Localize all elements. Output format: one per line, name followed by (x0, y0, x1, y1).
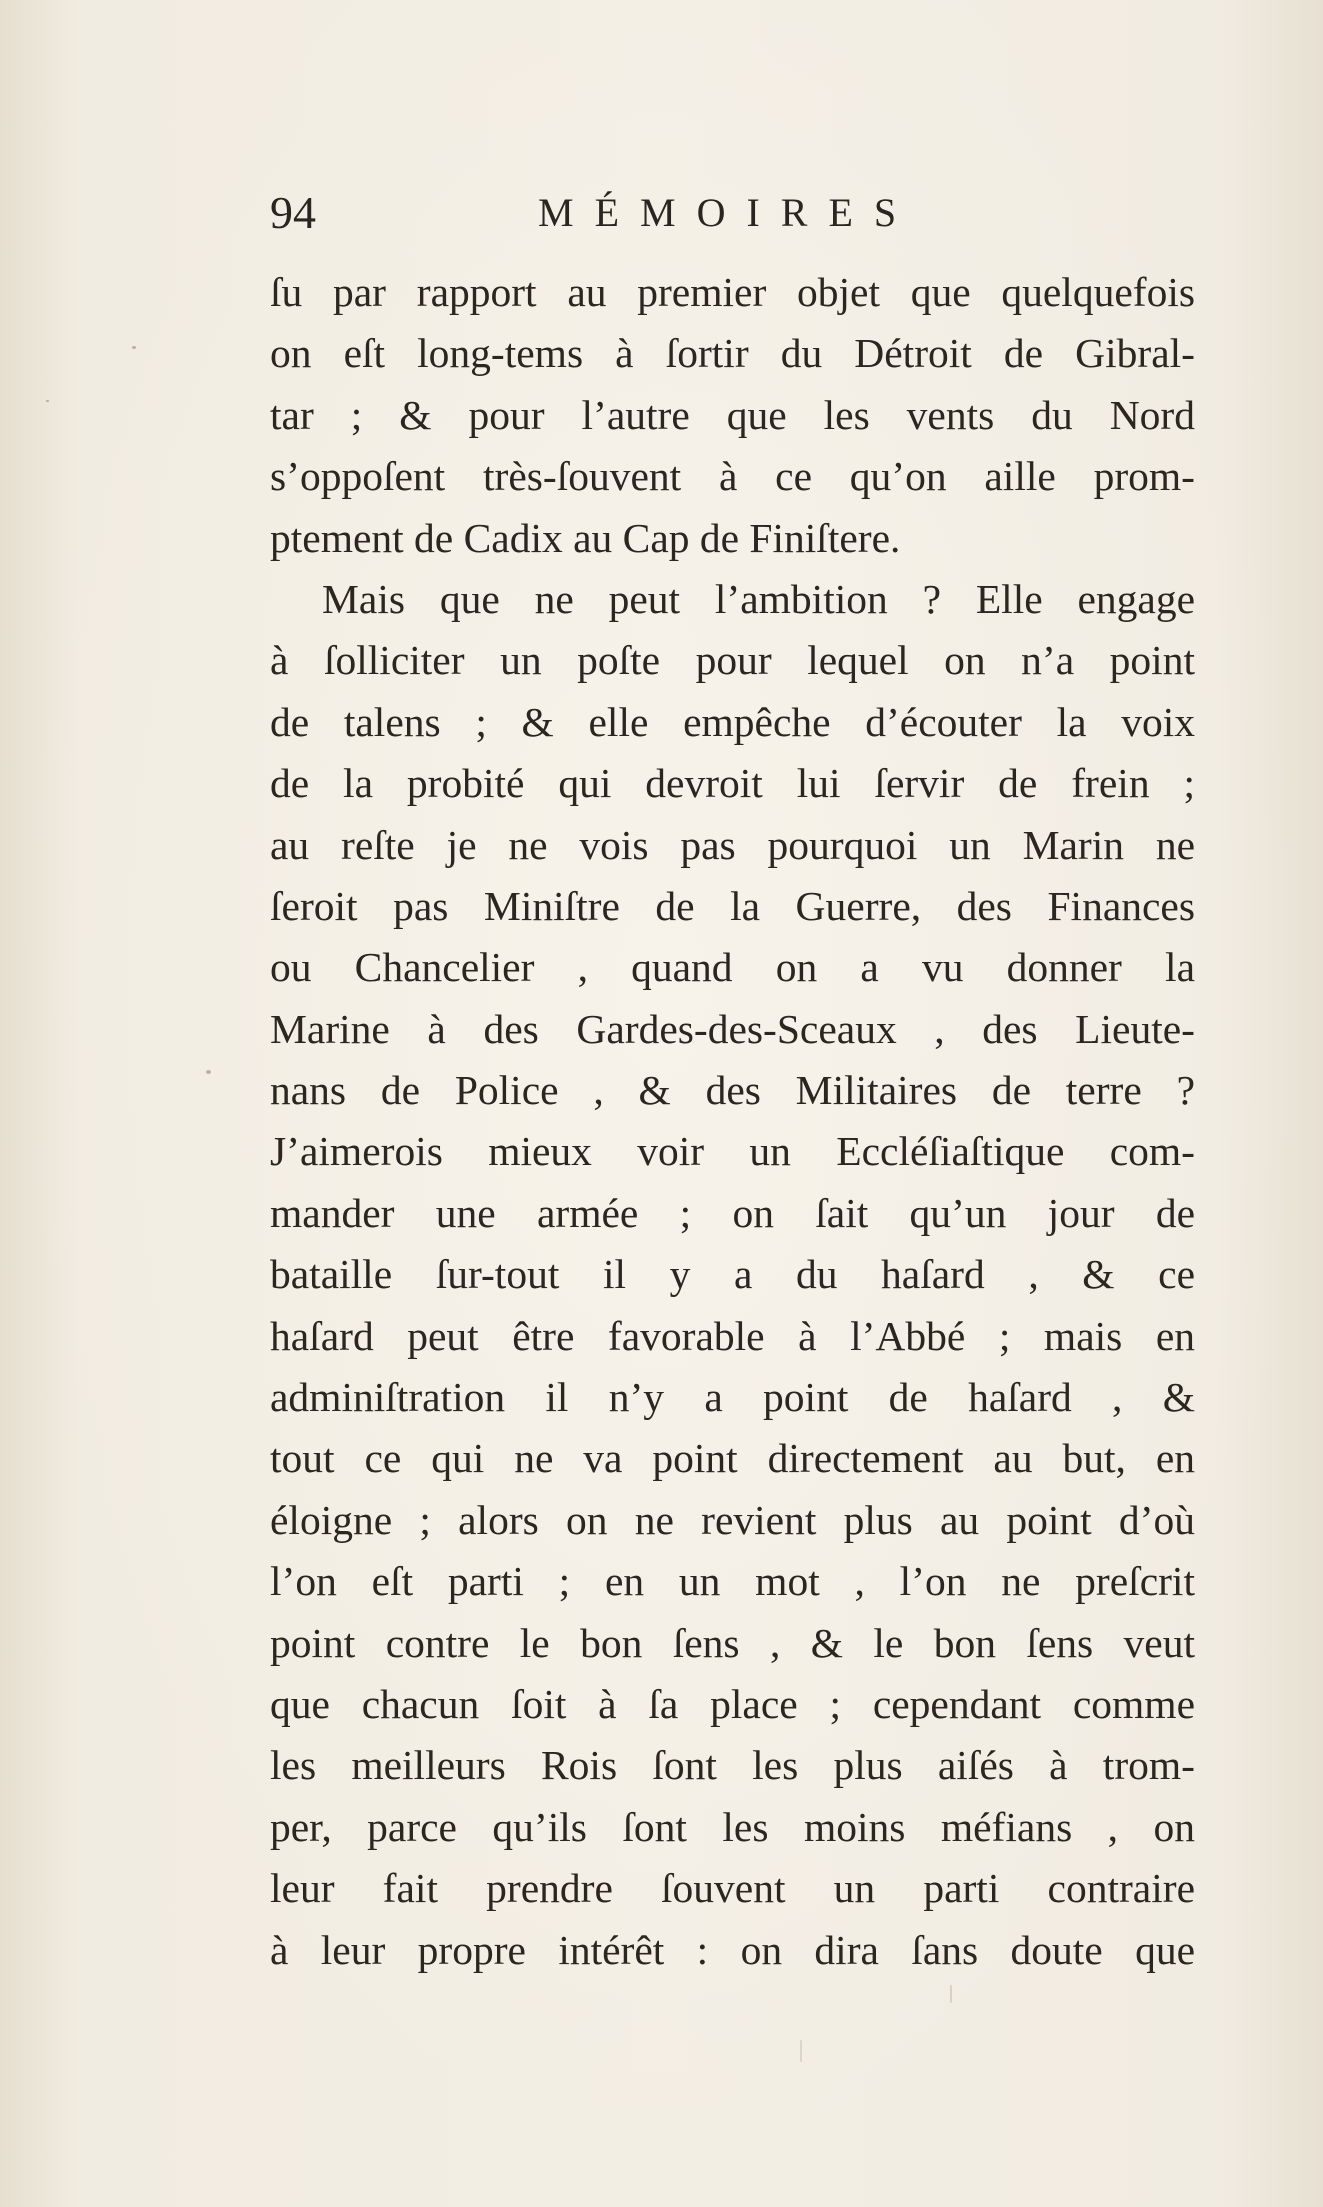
text-line: ſeroit pas Miniſtre de la Guerre, des Finances (270, 882, 1195, 929)
ink-speck (950, 1985, 952, 2003)
text-line: au reſte je ne vois pas pourquoi un Marin ne (270, 821, 1195, 868)
text-line: leur fait prendre ſouvent un parti contraire (270, 1865, 1195, 1912)
text-line: l’on eſt parti ; en un mot , l’on ne preſcrit (270, 1558, 1195, 1605)
running-title: MÉMOIRES (538, 190, 918, 235)
text-line: Mais que ne peut l’ambition ? Elle engage (322, 575, 1195, 622)
text-line: tout ce qui ne va point directement au but, en (270, 1435, 1195, 1482)
page-header (270, 183, 1200, 243)
ink-speck (46, 400, 49, 402)
body-text (270, 262, 1195, 1981)
text-line: s’oppoſent très-ſouvent à ce qu’on aille prom- (270, 453, 1195, 500)
text-line: haſard peut être favorable à l’Abbé ; mais en (270, 1312, 1195, 1359)
text-line: ou Chancelier , quand on a vu donner la (270, 944, 1195, 991)
ink-speck (800, 2040, 802, 2062)
page-number: 94 (270, 187, 316, 238)
ink-speck (132, 346, 136, 349)
text-line: de talens ; & elle empêche d’écouter la voix (270, 698, 1195, 745)
text-line: les meilleurs Rois ſont les plus aiſés à trom- (270, 1742, 1195, 1789)
text-line: de la probité qui devroit lui ſervir de frein ; (270, 760, 1195, 807)
ink-speck (206, 1070, 211, 1074)
text-line: on eſt long-tems à ſortir du Détroit de Gibral- (270, 330, 1195, 377)
text-line: J’aimerois mieux voir un Eccléſiaſtique com- (270, 1128, 1195, 1175)
text-line: adminiſtration il n’y a point de haſard , & (270, 1374, 1195, 1421)
text-line: per, parce qu’ils ſont les moins méfians , on (270, 1803, 1195, 1850)
text-line: nans de Police , & des Militaires de terre ? (270, 1067, 1195, 1114)
text-line: à leur propre intérêt : on dira ſans doute que (270, 1926, 1195, 1973)
text-line: mander une armée ; on ſait qu’un jour de (270, 1189, 1195, 1236)
text-line: éloigne ; alors on ne revient plus au point d’où (270, 1496, 1195, 1543)
text-line: tar ; & pour l’autre que les vents du Nord (270, 391, 1195, 438)
text-line: point contre le bon ſens , & le bon ſens veut (270, 1619, 1195, 1666)
text-line: ptement de Cadix au Cap de Finiſtere. (270, 514, 901, 561)
text-line: Marine à des Gardes-des-Sceaux , des Lieute- (270, 1005, 1195, 1052)
text-line: bataille ſur-tout il y a du haſard , & ce (270, 1251, 1195, 1298)
text-line: ſu par rapport au premier objet que quelquefois (270, 269, 1195, 315)
text-line: à ſolliciter un poſte pour lequel on n’a point (270, 637, 1195, 684)
text-line: que chacun ſoit à ſa place ; cependant comme (270, 1680, 1195, 1727)
